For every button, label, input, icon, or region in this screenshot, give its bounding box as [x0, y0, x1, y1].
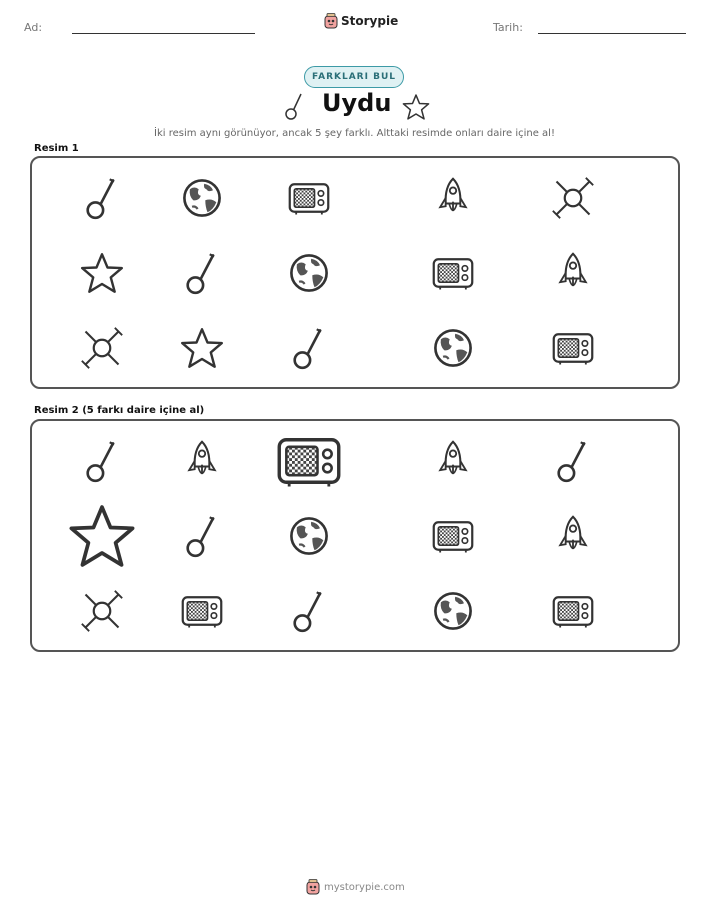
- globe-icon[interactable]: [431, 589, 475, 633]
- tv-icon[interactable]: [180, 589, 224, 633]
- antenna-icon[interactable]: [287, 589, 331, 633]
- globe-icon: [180, 176, 224, 220]
- antenna-icon: [284, 92, 304, 120]
- activity-badge: FARKLARI BUL: [304, 66, 404, 88]
- globe-icon: [287, 251, 331, 295]
- date-line[interactable]: [538, 33, 686, 34]
- storypie-mascot-icon: [324, 13, 338, 29]
- star-icon: [401, 93, 431, 121]
- brand-name: Storypie: [341, 14, 399, 28]
- rocket-icon: [551, 251, 595, 295]
- globe-icon[interactable]: [287, 514, 331, 558]
- rocket-icon: [431, 176, 475, 220]
- name-line[interactable]: [72, 33, 255, 34]
- rocket-icon[interactable]: [551, 514, 595, 558]
- picture-1-panel: [30, 156, 680, 389]
- antenna-icon[interactable]: [551, 439, 595, 483]
- tv-icon[interactable]: [275, 427, 343, 495]
- rocket-icon[interactable]: [431, 439, 475, 483]
- instructions: İki resim aynı görünüyor, ancak 5 şey farklı. Alttaki resimde onları daire içine al!: [154, 128, 555, 139]
- picture-2-panel[interactable]: [30, 419, 680, 652]
- star-icon[interactable]: [68, 502, 136, 570]
- name-label: Ad:: [24, 21, 43, 34]
- satellite-icon[interactable]: [80, 589, 124, 633]
- tv-icon: [551, 326, 595, 370]
- satellite-icon: [80, 326, 124, 370]
- tv-icon[interactable]: [431, 514, 475, 558]
- footer-url: mystorypie.com: [324, 881, 405, 893]
- picture-1-label: Resim 1: [34, 143, 79, 154]
- star-icon: [180, 326, 224, 370]
- antenna-icon: [287, 326, 331, 370]
- tv-icon[interactable]: [551, 589, 595, 633]
- page-title: Uydu: [322, 89, 392, 117]
- picture-2-label: Resim 2 (5 farkı daire içine al): [34, 405, 205, 416]
- tv-icon: [287, 176, 331, 220]
- globe-icon: [431, 326, 475, 370]
- tv-icon: [431, 251, 475, 295]
- rocket-icon[interactable]: [180, 439, 224, 483]
- satellite-icon: [551, 176, 595, 220]
- brand-logo: [324, 13, 398, 29]
- antenna-icon[interactable]: [180, 514, 224, 558]
- star-icon: [80, 251, 124, 295]
- antenna-icon: [80, 176, 124, 220]
- date-label: Tarih:: [493, 21, 523, 34]
- footer: [306, 879, 405, 895]
- antenna-icon[interactable]: [80, 439, 124, 483]
- antenna-icon: [180, 251, 224, 295]
- storypie-mascot-icon: [306, 879, 320, 895]
